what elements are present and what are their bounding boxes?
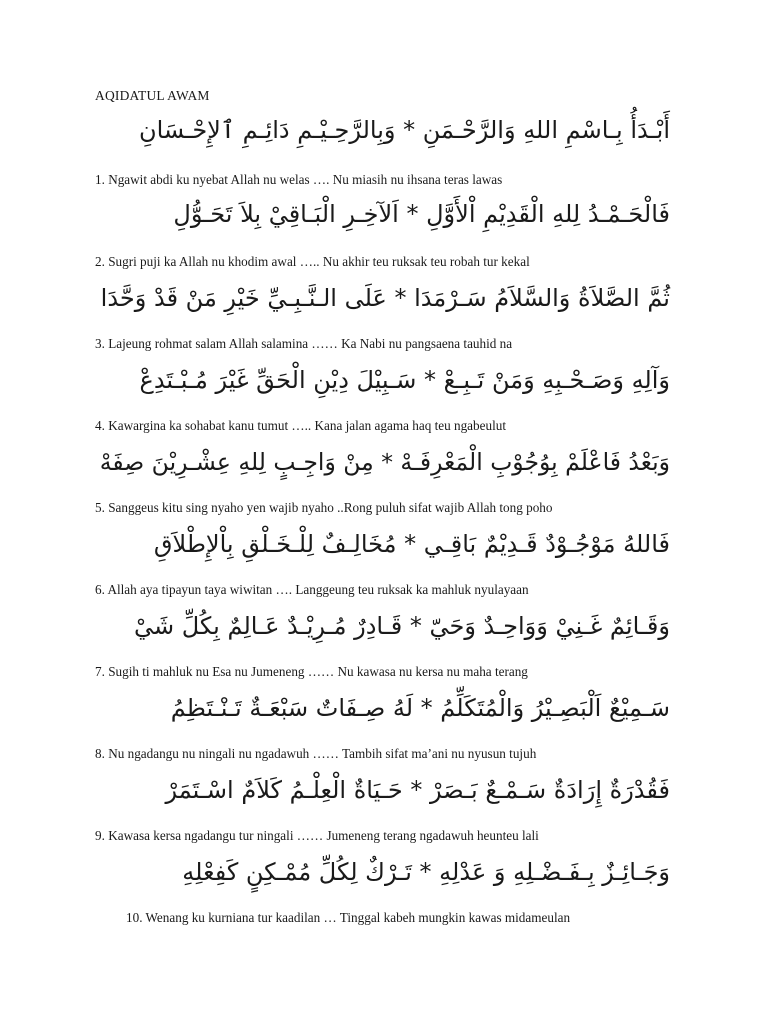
- verse-8-arabic: سَـمِيْعٌ اَلْبَصِـيْرُ وَالْمُتَكَلِّمُ * لَهُ صِـفَاتٌ سَبْعَـةٌ تَـنْـتَظِمُ: [170, 694, 670, 722]
- verse-3-translation: 3. Lajeung rohmat salam Allah salamina …… Ka Nabi nu pangsaena tauhid na: [95, 336, 513, 351]
- verse-5-arabic: وَبَعْدُ فَاعْلَمْ بِوُجُوْبِ الْمَعْرِفَـهْ * مِنْ وَاجِـبٍ لِلهِ عِشْـرِيْنَ صِفَهْ: [99, 448, 670, 476]
- verse-2-translation: 2. Sugri puji ka Allah nu khodim awal ….. Nu akhir teu ruksak teu robah tur kekal: [95, 254, 530, 269]
- verse-9-arabic: فَقُدْرَةٌ إِرَادَةٌ سَـمْـعٌ بَـصَرْ * حَـيَاةٌ الْعِلْـمُ كَلاَمٌ اسْـتَمَرْ: [165, 776, 670, 804]
- verse-7-arabic: وَقَـائِمٌ غَـنِيْ وَوَاحِـدٌ وَحَيّ * قَـادِرٌ مُـرِيْـدٌ عَـالِمٌ بِكُلِّ شَيْ: [134, 612, 670, 640]
- verse-6-arabic: فَاللهُ مَوْجُـوْدٌ قَـدِيْمٌ بَاقِـي * مُخَالِـفٌ لِلْـخَـلْقِ بِاْلإِطْلاَقِ: [153, 530, 670, 558]
- verse-10-translation: 10. Wenang ku kurniana tur kaadilan … Tinggal kabeh mungkin kawas midameulan: [126, 910, 571, 925]
- verse-10-arabic: وَجَـائِـزٌ بِـفَـضْـلِهِ وَ عَدْلِهِ * تَـرْكٌ لِكُلِّ مُمْـكِنٍ كَفِعْلِهِ: [182, 858, 670, 886]
- document-title: AQIDATUL AWAM: [95, 88, 210, 103]
- verse-4-translation: 4. Kawargina ka sohabat kanu tumut ….. Kana jalan agama haq teu ngabeulut: [95, 418, 507, 433]
- verse-1-arabic: أَبْـدَأُ بِـاسْمِ اللهِ وَالرَّحْـمَنِ * وَبِالرَّحِـيْـمِ دَائِـمِ ٱلإِحْـسَانِ: [138, 116, 670, 144]
- verse-6-translation: 6. Allah aya tipayun taya wiwitan …. Langgeung teu ruksak ka mahluk nyulayaan: [95, 582, 529, 597]
- verse-8-translation: 8. Nu ngadangu nu ningali nu ngadawuh …… Tambih sifat ma’ani nu nyusun tujuh: [95, 746, 537, 761]
- verse-9-translation: 9. Kawasa kersa ngadangu tur ningali …… Jumeneng terang ngadawuh heunteu lali: [95, 828, 539, 843]
- verse-7-translation: 7. Sugih ti mahluk nu Esa nu Jumeneng …… Nu kawasa nu kersa nu maha terang: [95, 664, 528, 679]
- verse-1-translation: 1. Ngawit abdi ku nyebat Allah nu welas …. Nu miasih nu ihsana teras lawas: [95, 172, 503, 187]
- verse-5-translation: 5. Sanggeus kitu sing nyaho yen wajib nyaho ..Rong puluh sifat wajib Allah tong poho: [95, 500, 553, 515]
- verse-4-arabic: وَآلِهِ وَصَـحْـبِهِ وَمَنْ تَـبِـعْ * سَـبِيْلَ دِيْنِ الْحَقِّ غَيْرَ مُـبْـتَدِعْ: [139, 366, 670, 394]
- verse-2-arabic: فَالْحَـمْـدُ لِلهِ الْقَدِيْمِ اْلأَوَّلِ * اَلآخِـرِ الْبَـاقِيْ بِلاَ تَحَـوُّلِ: [173, 200, 670, 228]
- verse-3-arabic: ثُمَّ الصَّلاَةُ وَالسَّلاَمُ سَـرْمَدَا * عَلَى الـنَّـبِـيِّ خَيْرِ مَنْ قَدْ وَحَّدَا: [100, 284, 670, 312]
